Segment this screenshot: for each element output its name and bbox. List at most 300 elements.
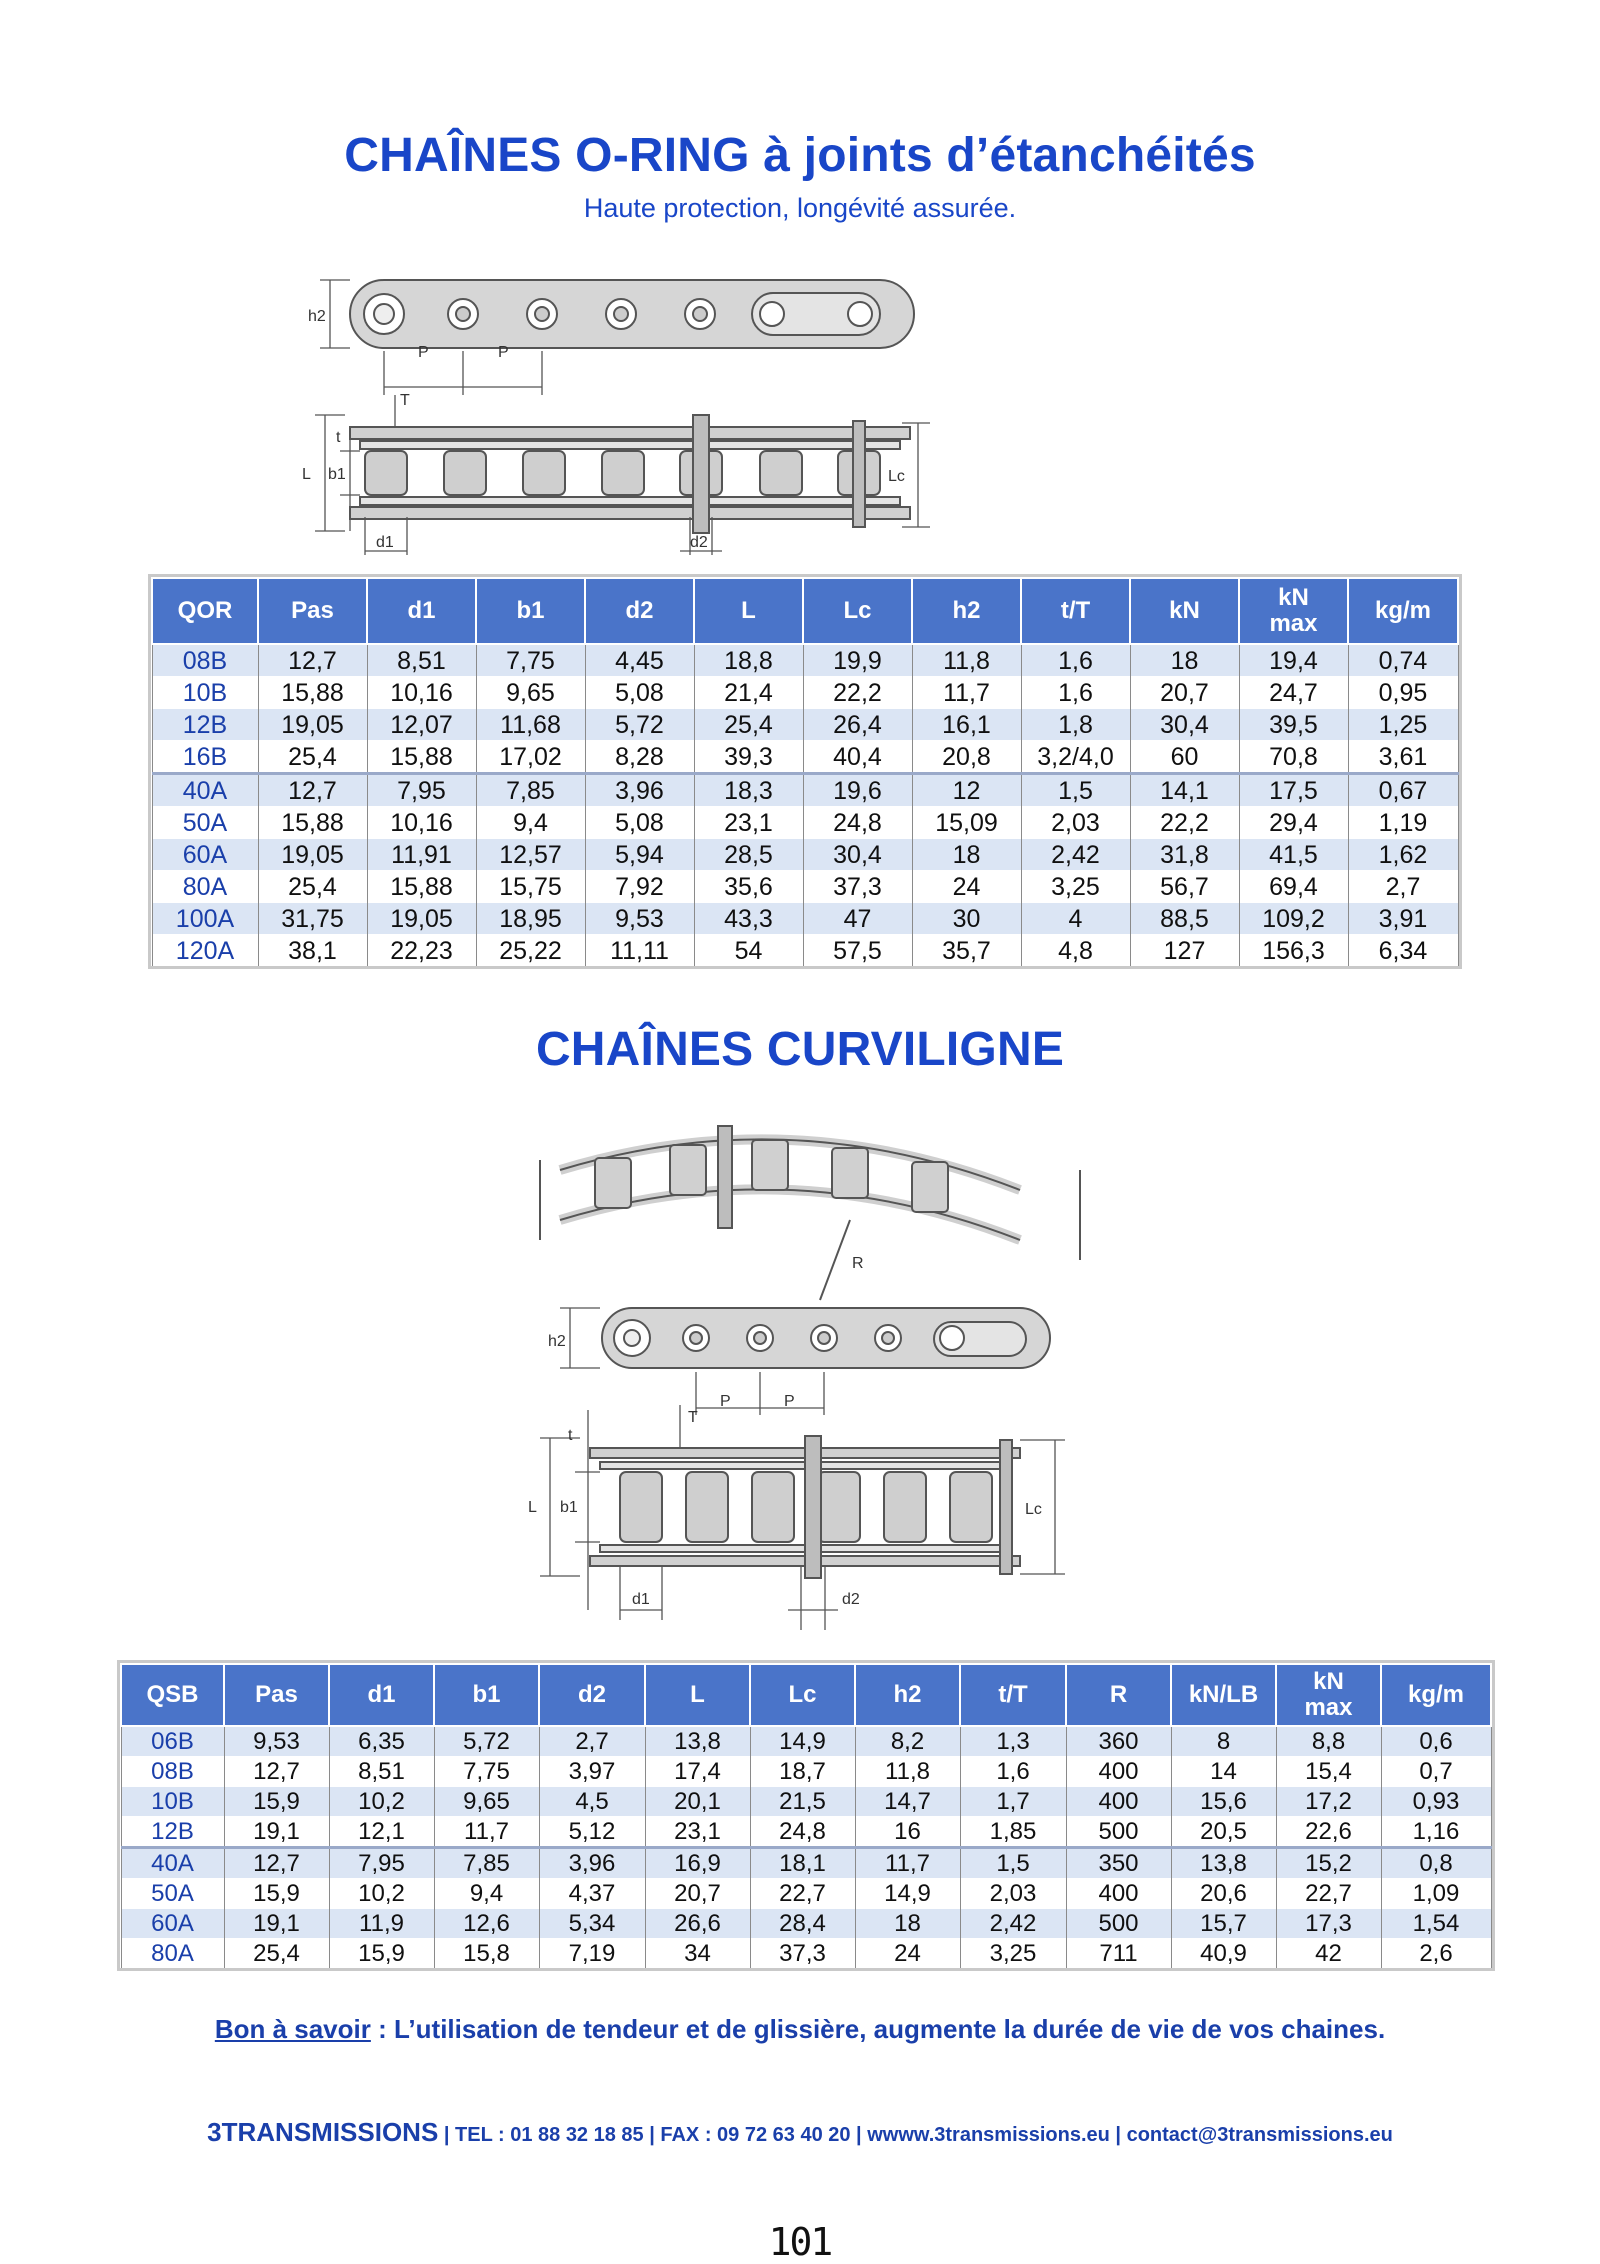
curviligne-table-cell: 9,65 — [434, 1787, 539, 1817]
oring-chain-side-view — [350, 280, 914, 348]
oring-header-cell: L — [694, 578, 803, 644]
oring-label-t: t — [336, 429, 341, 446]
curviligne-table-cell: 11,9 — [329, 1909, 434, 1939]
curviligne-chain-ref: 10B — [121, 1787, 224, 1817]
oring-table-cell: 25,22 — [476, 935, 585, 967]
oring-subtitle: Haute protection, longévité assurée. — [583, 193, 1017, 223]
curviligne-table-header — [121, 1664, 1491, 1726]
oring-table-cell: 3,61 — [1348, 741, 1458, 774]
curviligne-header-cell: Lc — [750, 1664, 855, 1726]
curviligne-table-cell: 24,8 — [750, 1817, 855, 1848]
oring-table-cell: 109,2 — [1239, 903, 1348, 935]
oring-table-cell: 1,6 — [1021, 677, 1130, 709]
oring-chain-ref: 40A — [152, 774, 258, 807]
oring-table-cell: 9,4 — [476, 807, 585, 839]
oring-table-cell: 19,05 — [258, 839, 367, 871]
curviligne-table-cell: 711 — [1066, 1939, 1171, 1969]
curviligne-table-cell: 17,3 — [1276, 1909, 1381, 1939]
good-to-know-note — [0, 2014, 1600, 2045]
curviligne-table-cell: 18 — [855, 1909, 960, 1939]
footer-brand: 3TRANSMISSIONS — [207, 2117, 439, 2147]
curviligne-chain-drawing — [520, 1110, 1100, 1640]
oring-table-cell: 39,3 — [694, 741, 803, 774]
oring-table-cell: 30,4 — [803, 839, 912, 871]
curviligne-table-cell: 1,85 — [960, 1817, 1066, 1848]
curviligne-header-text: max — [1304, 1694, 1353, 1721]
oring-header-cell: b1 — [476, 578, 585, 644]
oring-table-cell: 5,94 — [585, 839, 694, 871]
oring-table-cell: 18,8 — [694, 644, 803, 677]
curviligne-table-cell: 15,9 — [329, 1939, 434, 1969]
oring-table-cell: 15,88 — [258, 807, 367, 839]
oring-table-cell: 18 — [912, 839, 1021, 871]
oring-header-cell: kN — [1130, 578, 1239, 644]
curviligne-table-cell: 2,42 — [960, 1909, 1066, 1939]
curviligne-table-cell: 37,3 — [750, 1939, 855, 1969]
oring-table-cell: 1,25 — [1348, 709, 1458, 741]
curviligne-header-cell: kN/LB — [1171, 1664, 1276, 1726]
oring-table-row — [152, 839, 1458, 871]
curviligne-table-cell: 22,6 — [1276, 1817, 1381, 1848]
oring-table-cell: 4,8 — [1021, 935, 1130, 967]
curviligne-curved-view — [540, 1126, 1080, 1300]
curviligne-label-R: R — [852, 1255, 864, 1272]
curviligne-table-cell: 7,95 — [329, 1848, 434, 1879]
curviligne-chain-ref: 80A — [121, 1939, 224, 1969]
oring-table-cell: 0,74 — [1348, 644, 1458, 677]
curviligne-table-cell: 19,1 — [224, 1817, 329, 1848]
oring-table-row — [152, 644, 1458, 677]
oring-table-cell: 88,5 — [1130, 903, 1239, 935]
oring-table-cell: 30,4 — [1130, 709, 1239, 741]
oring-header-cell: QOR — [152, 578, 258, 644]
oring-header-text: kN — [1278, 584, 1309, 611]
curviligne-table-cell: 15,9 — [224, 1879, 329, 1909]
curviligne-table-cell: 1,09 — [1381, 1879, 1491, 1909]
oring-label-d2: d2 — [690, 534, 708, 551]
curviligne-table-cell: 350 — [1066, 1848, 1171, 1879]
curviligne-label-T: T — [688, 1409, 698, 1426]
oring-table-cell: 15,75 — [476, 871, 585, 903]
curviligne-table-cell: 11,7 — [434, 1817, 539, 1848]
curviligne-table-cell: 12,1 — [329, 1817, 434, 1848]
oring-table-cell: 4 — [1021, 903, 1130, 935]
oring-table-cell: 70,8 — [1239, 741, 1348, 774]
curviligne-table-cell: 22,7 — [1276, 1879, 1381, 1909]
curviligne-table-cell: 10,2 — [329, 1879, 434, 1909]
oring-table-cell: 54 — [694, 935, 803, 967]
curviligne-table-cell: 34 — [645, 1939, 750, 1969]
oring-table-cell: 14,1 — [1130, 774, 1239, 807]
curviligne-table-cell: 5,72 — [434, 1726, 539, 1757]
oring-table-cell: 23,1 — [694, 807, 803, 839]
curviligne-table-row — [121, 1909, 1491, 1939]
oring-label-L: L — [302, 466, 311, 483]
curviligne-table-cell: 4,37 — [539, 1879, 645, 1909]
oring-table-row — [152, 935, 1458, 967]
curviligne-table-cell: 9,4 — [434, 1879, 539, 1909]
oring-table-cell: 1,5 — [1021, 774, 1130, 807]
oring-table-cell: 1,19 — [1348, 807, 1458, 839]
oring-table-cell: 11,91 — [367, 839, 476, 871]
curviligne-table-row — [121, 1787, 1491, 1817]
oring-title: CHAÎNES O-RING à joints d’étanchéités — [344, 129, 1256, 182]
oring-table-cell: 3,2/4,0 — [1021, 741, 1130, 774]
curviligne-table-cell: 17,4 — [645, 1757, 750, 1787]
oring-header-cell: d2 — [585, 578, 694, 644]
curviligne-table-cell: 3,25 — [960, 1939, 1066, 1969]
curviligne-table-cell: 7,19 — [539, 1939, 645, 1969]
footer — [0, 2117, 1600, 2148]
curviligne-table-cell: 8,2 — [855, 1726, 960, 1757]
oring-chain-ref: 10B — [152, 677, 258, 709]
oring-table-cell: 39,5 — [1239, 709, 1348, 741]
oring-table-cell: 15,09 — [912, 807, 1021, 839]
curviligne-table-cell: 1,54 — [1381, 1909, 1491, 1939]
oring-chain-drawing — [290, 255, 930, 565]
curviligne-table-cell: 10,2 — [329, 1787, 434, 1817]
oring-table-cell: 18,3 — [694, 774, 803, 807]
curviligne-table-cell: 20,5 — [1171, 1817, 1276, 1848]
oring-table-row — [152, 677, 1458, 709]
oring-table-cell: 2,7 — [1348, 871, 1458, 903]
oring-table-row — [152, 709, 1458, 741]
curviligne-table-cell: 15,2 — [1276, 1848, 1381, 1879]
oring-table-cell: 5,08 — [585, 807, 694, 839]
oring-table-cell: 24,8 — [803, 807, 912, 839]
curviligne-table-cell: 12,6 — [434, 1909, 539, 1939]
curviligne-table-cell: 40,9 — [1171, 1939, 1276, 1969]
oring-table-cell: 18 — [1130, 644, 1239, 677]
oring-table-cell: 31,8 — [1130, 839, 1239, 871]
oring-label-p1: P — [418, 344, 429, 361]
curviligne-table-cell: 20,1 — [645, 1787, 750, 1817]
oring-table-cell: 47 — [803, 903, 912, 935]
curviligne-table-cell: 12,7 — [224, 1757, 329, 1787]
oring-table-cell: 9,65 — [476, 677, 585, 709]
curviligne-table-cell: 16,9 — [645, 1848, 750, 1879]
note-label: Bon à savoir — [214, 2014, 371, 2044]
oring-table-cell: 24 — [912, 871, 1021, 903]
oring-header-cell: t/T — [1021, 578, 1130, 644]
curviligne-chain-ref: 40A — [121, 1848, 224, 1879]
oring-table-cell: 11,7 — [912, 677, 1021, 709]
oring-table-cell: 35,6 — [694, 871, 803, 903]
oring-table-cell: 60 — [1130, 741, 1239, 774]
oring-table-cell: 37,3 — [803, 871, 912, 903]
curviligne-table-cell: 20,6 — [1171, 1879, 1276, 1909]
curviligne-table-cell: 20,7 — [645, 1879, 750, 1909]
curviligne-table-row — [121, 1848, 1491, 1879]
curviligne-table-cell: 500 — [1066, 1909, 1171, 1939]
curviligne-table-cell: 7,75 — [434, 1757, 539, 1787]
oring-table-cell: 24,7 — [1239, 677, 1348, 709]
oring-table-cell: 19,05 — [258, 709, 367, 741]
oring-table-cell: 41,5 — [1239, 839, 1348, 871]
curviligne-table-cell: 6,35 — [329, 1726, 434, 1757]
oring-table-cell: 10,16 — [367, 807, 476, 839]
curviligne-table-cell: 14,9 — [750, 1726, 855, 1757]
curviligne-table-cell: 15,7 — [1171, 1909, 1276, 1939]
curviligne-header-cell: d1 — [329, 1664, 434, 1726]
oring-table-cell: 12,07 — [367, 709, 476, 741]
oring-table-cell: 28,5 — [694, 839, 803, 871]
curviligne-header-cell: b1 — [434, 1664, 539, 1726]
oring-table-cell: 22,23 — [367, 935, 476, 967]
oring-label-h2: h2 — [308, 308, 326, 325]
curviligne-table-cell: 8,51 — [329, 1757, 434, 1787]
curviligne-table-cell: 0,93 — [1381, 1787, 1491, 1817]
oring-header-cell: Pas — [258, 578, 367, 644]
oring-table-cell: 40,4 — [803, 741, 912, 774]
oring-table-cell: 10,16 — [367, 677, 476, 709]
curviligne-table-cell: 14,9 — [855, 1879, 960, 1909]
oring-table-cell: 29,4 — [1239, 807, 1348, 839]
curviligne-title: CHAÎNES CURVILIGNE — [535, 1023, 1065, 1076]
oring-table-cell: 3,91 — [1348, 903, 1458, 935]
curviligne-side-view — [602, 1308, 1050, 1368]
oring-table-cell: 43,3 — [694, 903, 803, 935]
oring-table-row — [152, 871, 1458, 903]
curviligne-table-cell: 15,4 — [1276, 1757, 1381, 1787]
oring-table-cell: 7,85 — [476, 774, 585, 807]
oring-table-cell: 3,96 — [585, 774, 694, 807]
oring-table-cell: 19,9 — [803, 644, 912, 677]
oring-table-cell: 5,08 — [585, 677, 694, 709]
curviligne-table-cell: 400 — [1066, 1757, 1171, 1787]
curviligne-table-cell: 26,6 — [645, 1909, 750, 1939]
curviligne-table-cell: 15,6 — [1171, 1787, 1276, 1817]
curviligne-chain-ref: 60A — [121, 1909, 224, 1939]
footer-contact-info: | TEL : 01 88 32 18 85 | FAX : 09 72 63 40 20 | wwww.3transmissions.eu | contact@3transmissions.eu — [438, 2124, 1393, 2146]
curviligne-table-cell: 360 — [1066, 1726, 1171, 1757]
oring-table-row — [152, 807, 1458, 839]
oring-table-cell: 21,4 — [694, 677, 803, 709]
oring-table-cell: 38,1 — [258, 935, 367, 967]
oring-table-cell: 6,34 — [1348, 935, 1458, 967]
oring-chain-ref: 120A — [152, 935, 258, 967]
oring-table-cell: 8,28 — [585, 741, 694, 774]
curviligne-table-row — [121, 1726, 1491, 1757]
curviligne-header-cell — [1276, 1664, 1381, 1726]
oring-table-cell: 56,7 — [1130, 871, 1239, 903]
oring-table-cell: 0,67 — [1348, 774, 1458, 807]
oring-table-cell: 12,7 — [258, 774, 367, 807]
curviligne-table-cell: 8 — [1171, 1726, 1276, 1757]
oring-chain-ref: 08B — [152, 644, 258, 677]
oring-table-cell: 19,05 — [367, 903, 476, 935]
oring-header-cell: Lc — [803, 578, 912, 644]
curviligne-table-cell: 17,2 — [1276, 1787, 1381, 1817]
curviligne-label-t: t — [568, 1427, 573, 1444]
curviligne-spec-table — [120, 1663, 1492, 1968]
curviligne-table-cell: 5,34 — [539, 1909, 645, 1939]
oring-chain-ref: 50A — [152, 807, 258, 839]
curviligne-table-cell: 3,97 — [539, 1757, 645, 1787]
oring-table-cell: 20,8 — [912, 741, 1021, 774]
oring-table-cell: 12,57 — [476, 839, 585, 871]
curviligne-table-cell: 2,7 — [539, 1726, 645, 1757]
oring-table-cell: 127 — [1130, 935, 1239, 967]
curviligne-table-cell: 1,3 — [960, 1726, 1066, 1757]
curviligne-table-cell: 11,8 — [855, 1757, 960, 1787]
curviligne-header-cell: h2 — [855, 1664, 960, 1726]
curviligne-header-cell: R — [1066, 1664, 1171, 1726]
oring-table-cell: 11,8 — [912, 644, 1021, 677]
note-text: : L’utilisation de tendeur et de glissière, augmente la durée de vie de vos chaines. — [370, 2014, 1386, 2044]
oring-table-cell: 25,4 — [258, 871, 367, 903]
oring-table-cell: 15,88 — [367, 871, 476, 903]
curviligne-table-row — [121, 1757, 1491, 1787]
oring-label-b1: b1 — [328, 466, 346, 483]
oring-table-cell: 19,4 — [1239, 644, 1348, 677]
curviligne-table-cell: 500 — [1066, 1817, 1171, 1848]
oring-table-cell: 57,5 — [803, 935, 912, 967]
curviligne-top-view — [590, 1436, 1020, 1578]
curviligne-label-d1: d1 — [632, 1591, 650, 1608]
curviligne-table-cell: 0,7 — [1381, 1757, 1491, 1787]
curviligne-table-cell: 1,5 — [960, 1848, 1066, 1879]
oring-table-cell: 1,8 — [1021, 709, 1130, 741]
oring-table-cell: 11,11 — [585, 935, 694, 967]
oring-table-cell: 2,42 — [1021, 839, 1130, 871]
curviligne-table-cell: 1,7 — [960, 1787, 1066, 1817]
oring-header-cell: d1 — [367, 578, 476, 644]
oring-table-cell: 35,7 — [912, 935, 1021, 967]
curviligne-chain-ref: 50A — [121, 1879, 224, 1909]
curviligne-table-cell: 23,1 — [645, 1817, 750, 1848]
curviligne-table-cell: 12,7 — [224, 1848, 329, 1879]
curviligne-header-cell: t/T — [960, 1664, 1066, 1726]
curviligne-table-cell: 8,8 — [1276, 1726, 1381, 1757]
oring-table-row — [152, 741, 1458, 774]
curviligne-table-cell: 24 — [855, 1939, 960, 1969]
oring-chain-top-view — [350, 415, 910, 533]
oring-table-cell: 1,6 — [1021, 644, 1130, 677]
curviligne-header-cell: L — [645, 1664, 750, 1726]
oring-table-cell: 18,95 — [476, 903, 585, 935]
oring-label-Lc: Lc — [888, 468, 905, 485]
oring-table-cell: 9,53 — [585, 903, 694, 935]
curviligne-table-row — [121, 1879, 1491, 1909]
oring-table-cell: 25,4 — [694, 709, 803, 741]
curviligne-table-cell: 1,16 — [1381, 1817, 1491, 1848]
oring-table-cell: 0,95 — [1348, 677, 1458, 709]
oring-table-cell: 7,75 — [476, 644, 585, 677]
oring-table-cell: 5,72 — [585, 709, 694, 741]
curviligne-table-cell: 14,7 — [855, 1787, 960, 1817]
oring-table-cell: 69,4 — [1239, 871, 1348, 903]
oring-table-cell: 3,25 — [1021, 871, 1130, 903]
oring-table-cell: 20,7 — [1130, 677, 1239, 709]
oring-header-text: max — [1269, 610, 1318, 637]
curviligne-table-cell: 22,7 — [750, 1879, 855, 1909]
curviligne-table-cell: 9,53 — [224, 1726, 329, 1757]
oring-table-cell: 16,1 — [912, 709, 1021, 741]
curviligne-table-cell: 1,6 — [960, 1757, 1066, 1787]
curviligne-table-cell: 0,8 — [1381, 1848, 1491, 1879]
curviligne-table-cell: 7,85 — [434, 1848, 539, 1879]
curviligne-table-cell: 15,8 — [434, 1939, 539, 1969]
curviligne-table-cell: 0,6 — [1381, 1726, 1491, 1757]
curviligne-header-cell: d2 — [539, 1664, 645, 1726]
curviligne-table-cell: 3,96 — [539, 1848, 645, 1879]
oring-table-cell: 7,92 — [585, 871, 694, 903]
oring-table-cell: 4,45 — [585, 644, 694, 677]
page-number: 101 — [768, 2220, 832, 2264]
curviligne-table-cell: 16 — [855, 1817, 960, 1848]
oring-chain-ref: 60A — [152, 839, 258, 871]
oring-table-cell: 22,2 — [803, 677, 912, 709]
oring-table-cell: 17,02 — [476, 741, 585, 774]
curviligne-label-h2: h2 — [548, 1333, 566, 1350]
oring-table-cell: 26,4 — [803, 709, 912, 741]
curviligne-table-cell: 5,12 — [539, 1817, 645, 1848]
curviligne-table-cell: 19,1 — [224, 1909, 329, 1939]
oring-table-row — [152, 774, 1458, 807]
oring-table-cell: 7,95 — [367, 774, 476, 807]
curviligne-label-d2: d2 — [842, 1591, 860, 1608]
curviligne-table-cell: 2,6 — [1381, 1939, 1491, 1969]
curviligne-table-row — [121, 1939, 1491, 1969]
oring-table-cell: 2,03 — [1021, 807, 1130, 839]
curviligne-table-row — [121, 1817, 1491, 1848]
oring-chain-ref: 80A — [152, 871, 258, 903]
oring-label-d1: d1 — [376, 534, 394, 551]
curviligne-table-cell: 15,9 — [224, 1787, 329, 1817]
curviligne-table-cell: 42 — [1276, 1939, 1381, 1969]
oring-chain-ref: 100A — [152, 903, 258, 935]
oring-table-header — [152, 578, 1458, 644]
oring-table-cell: 15,88 — [367, 741, 476, 774]
curviligne-chain-ref: 08B — [121, 1757, 224, 1787]
oring-label-T: T — [400, 392, 410, 409]
oring-table-cell: 12 — [912, 774, 1021, 807]
curviligne-table-cell: 14 — [1171, 1757, 1276, 1787]
oring-chain-ref: 16B — [152, 741, 258, 774]
oring-table-cell: 1,62 — [1348, 839, 1458, 871]
curviligne-label-Lc: Lc — [1025, 1501, 1042, 1518]
curviligne-label-p1: P — [720, 1393, 731, 1410]
oring-table-cell: 11,68 — [476, 709, 585, 741]
oring-label-p2: P — [498, 344, 509, 361]
oring-header-cell: h2 — [912, 578, 1021, 644]
curviligne-table-cell: 18,1 — [750, 1848, 855, 1879]
oring-table-row — [152, 903, 1458, 935]
oring-table-cell: 12,7 — [258, 644, 367, 677]
curviligne-table-cell: 400 — [1066, 1879, 1171, 1909]
curviligne-table-cell: 4,5 — [539, 1787, 645, 1817]
curviligne-table-cell: 13,8 — [645, 1726, 750, 1757]
oring-table-cell: 22,2 — [1130, 807, 1239, 839]
oring-spec-table — [151, 577, 1459, 966]
oring-table-cell: 30 — [912, 903, 1021, 935]
curviligne-table-cell: 11,7 — [855, 1848, 960, 1879]
oring-table-cell: 25,4 — [258, 741, 367, 774]
curviligne-header-text: kN — [1313, 1668, 1344, 1695]
oring-header-cell: kg/m — [1348, 578, 1458, 644]
curviligne-table-cell: 28,4 — [750, 1909, 855, 1939]
oring-table-cell: 15,88 — [258, 677, 367, 709]
curviligne-table-cell: 18,7 — [750, 1757, 855, 1787]
oring-table-cell: 31,75 — [258, 903, 367, 935]
curviligne-table-cell: 13,8 — [1171, 1848, 1276, 1879]
curviligne-table-cell: 21,5 — [750, 1787, 855, 1817]
oring-table-cell: 8,51 — [367, 644, 476, 677]
curviligne-chain-ref: 12B — [121, 1817, 224, 1848]
oring-table-cell: 19,6 — [803, 774, 912, 807]
curviligne-header-cell: QSB — [121, 1664, 224, 1726]
